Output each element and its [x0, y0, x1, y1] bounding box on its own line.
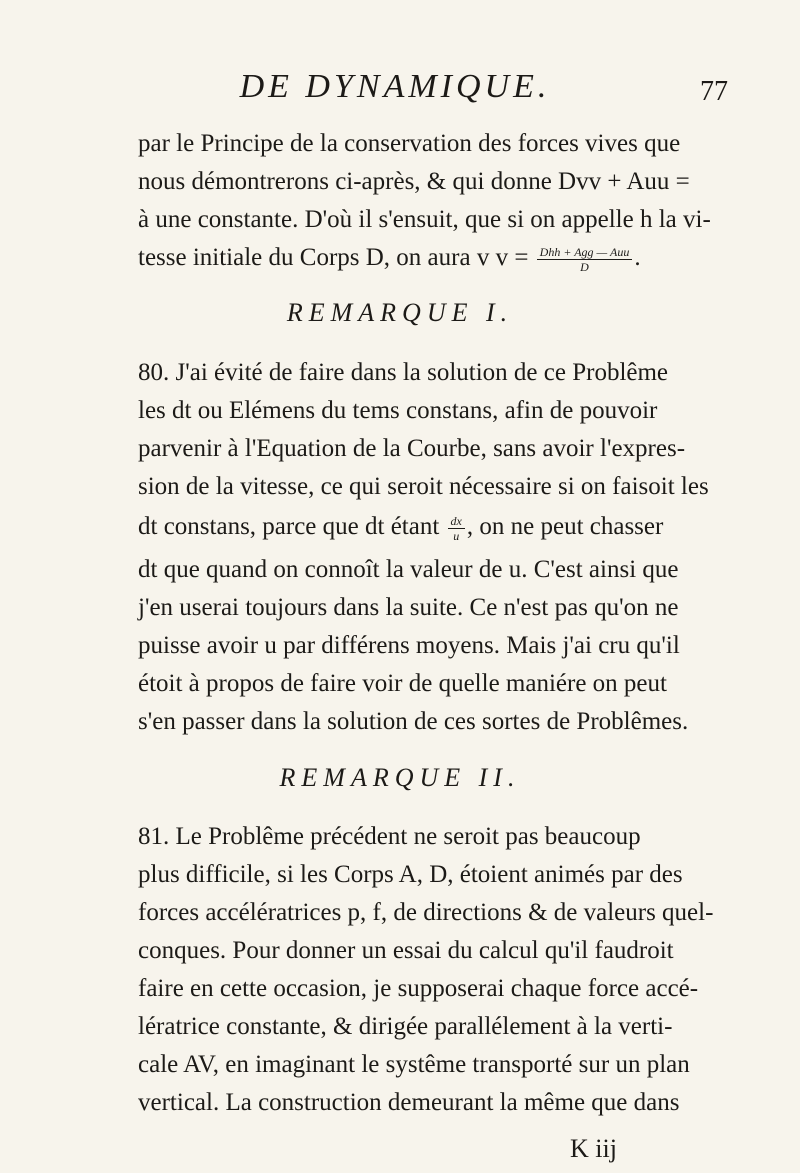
text-line: parvenir à l'Equation de la Courbe, sans avoir l'expres- — [138, 435, 686, 462]
fraction-numerator: Dhh + Agg — Auu — [537, 245, 633, 260]
text-line: sion de la vitesse, ce qui seroit nécessaire si on faisoit les — [138, 473, 709, 500]
fraction-numerator: dx — [448, 514, 465, 529]
page-header — [0, 68, 800, 118]
text-line: à une constante. D'où il s'ensuit, que si on appelle h la vi- — [138, 206, 711, 233]
text-line: nous démontrerons ci-après, & qui donne Dvv + Auu = — [138, 168, 690, 195]
text-line: 80. J'ai évité de faire dans la solution de ce Problême — [138, 359, 669, 386]
signature-mark: K iij — [570, 1134, 617, 1163]
running-title: DE DYNAMIQUE. — [239, 68, 551, 105]
formula-line: tesse initiale du Corps D, on aura v v = $\frac{\text{Dhh + Agg — Auu}}{D}$ . — [138, 244, 641, 274]
text-fragment: , on ne peut chasser — [466, 513, 664, 540]
remark-heading-1: REMARQUE I. — [286, 298, 514, 327]
text-line: puisse avoir u par différens moyens. Mais j'ai cru qu'il — [138, 632, 680, 659]
text-fragment: dt constans, parce que dt étant — [138, 513, 440, 540]
text-line: les dt ou Elémens du tems constans, afin de pouvoir — [138, 397, 658, 424]
dx-over-u-fraction — [448, 514, 465, 543]
text-line: forces accélératrices p, f, de directions & de valeurs quel- — [138, 899, 714, 926]
text-line: faire en cette occasion, je supposerai chaque force accé- — [138, 975, 699, 1002]
text-line: j'en userai toujours dans la suite. Ce n'est pas qu'on ne — [138, 594, 679, 621]
text-line: étoit à propos de faire voir de quelle maniére on peut — [138, 670, 667, 697]
text-line: 81. Le Problême précédent ne seroit pas beaucoup — [138, 823, 641, 850]
text-line: lératrice constante, & dirigée parallélement à la verti- — [138, 1013, 673, 1040]
text-fragment: tesse initiale du Corps D, on aura v v = — [138, 244, 529, 271]
page-number: 77 — [700, 76, 728, 107]
text-line: s'en passer dans la solution de ces sortes de Problêmes. — [138, 708, 689, 735]
text-line: dt que quand on connoît la valeur de u. C'est ainsi que — [138, 556, 679, 583]
remark-heading-2: REMARQUE II. — [279, 763, 521, 792]
fraction-denominator: u — [453, 528, 460, 543]
text-line: vertical. La construction demeurant la même que dans — [138, 1089, 680, 1116]
text-line: conques. Pour donner un essai du calcul qu'il faudroit — [138, 937, 674, 964]
fraction-denominator: D — [580, 259, 589, 274]
fraction-line — [138, 512, 738, 543]
velocity-fraction — [537, 245, 633, 274]
text-line: cale AV, en imaginant le systême transporté sur un plan — [138, 1051, 690, 1078]
text-line: par le Principe de la conservation des forces vives que — [138, 130, 681, 157]
text-line: plus difficile, si les Corps A, D, étoient animés par des — [138, 861, 683, 888]
